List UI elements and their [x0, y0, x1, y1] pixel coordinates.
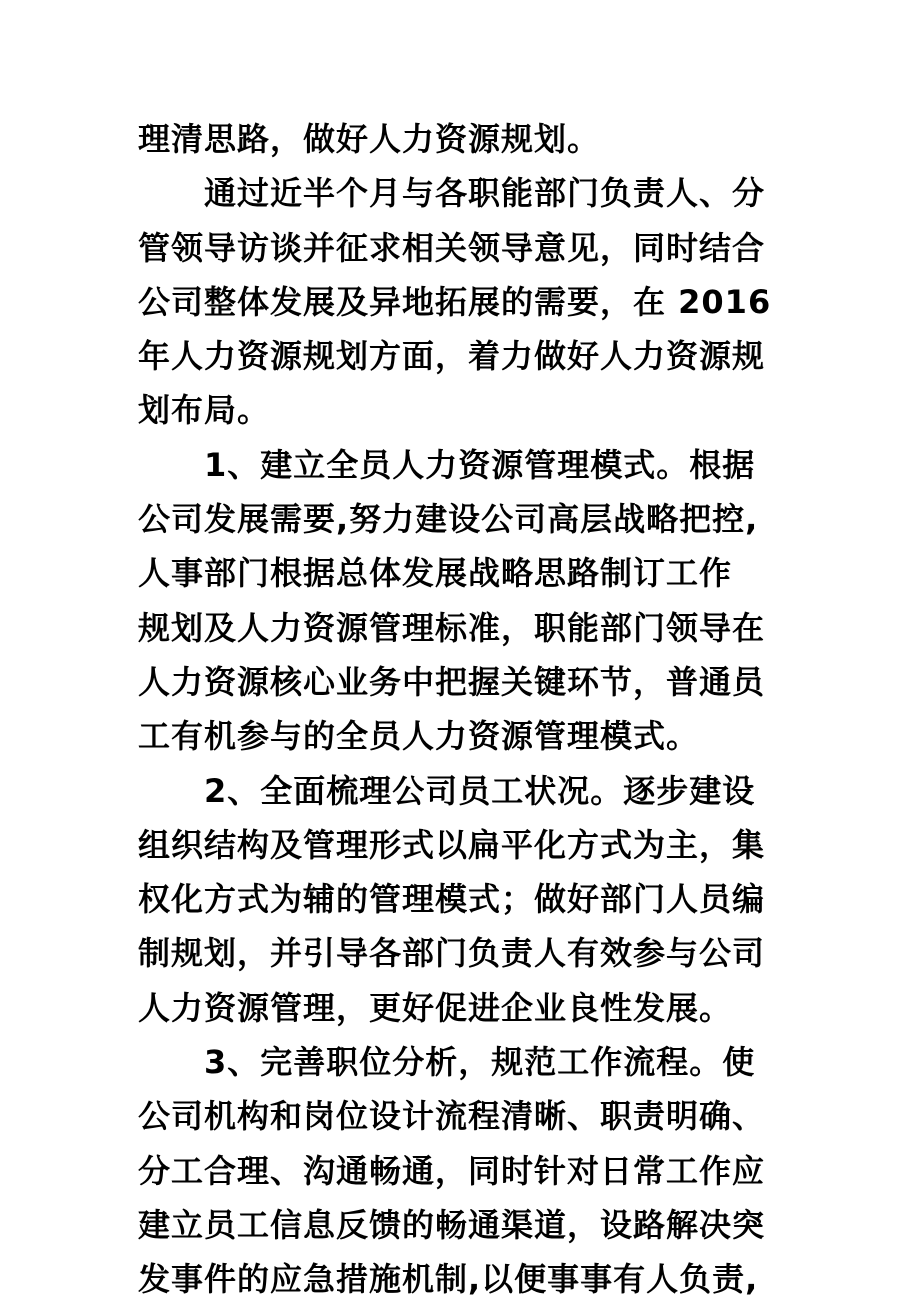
- text-line-18: 3、完善职位分析，规范工作流程。使: [204, 1043, 756, 1082]
- text-line-5: 年人力资源规划方面，着力做好人力资源规: [138, 337, 766, 376]
- text-line-20: 分工合理、沟通畅通，同时针对日常工作应: [138, 1151, 766, 1190]
- text-line-22: 发事件的应急措施机制,以便事事有人负责,: [138, 1260, 759, 1299]
- text-line-10: 规划及人力资源管理标准，职能部门领导在: [138, 608, 766, 647]
- text-line-16: 制规划，并引导各部门负责人有效参与公司: [138, 934, 766, 973]
- text-line-7: 1、建立全员人力资源管理模式。根据: [204, 445, 756, 484]
- text-line-12: 工有机参与的全员人力资源管理模式。: [138, 717, 700, 756]
- text-line-4: 公司整体发展及异地拓展的需要，在 2016: [138, 282, 772, 321]
- text-line-6: 划布局。: [138, 391, 271, 430]
- text-line-14: 组织结构及管理形式以扁平化方式为主，集: [138, 825, 766, 864]
- text-line-15: 权化方式为辅的管理模式；做好部门人员编: [138, 880, 766, 919]
- text-line-19: 公司机构和岗位设计流程清晰、职责明确、: [138, 1097, 766, 1136]
- text-line-13: 2、全面梳理公司员工状况。逐步建设: [204, 771, 756, 810]
- document-body: [138, 112, 788, 1307]
- text-line-8: 公司发展需要,努力建设公司高层战略把控,: [138, 500, 759, 539]
- text-line-9: 人事部门根据总体发展战略思路制订工作: [138, 554, 733, 593]
- text-line-21: 建立员工信息反馈的畅通渠道，设路解决突: [138, 1205, 766, 1244]
- text-line-17: 人力资源管理，更好促进企业良性发展。: [138, 988, 733, 1027]
- text-line-2: 通过近半个月与各职能部门负责人、分: [204, 174, 766, 213]
- text-line-3: 管领导访谈并征求相关领导意见，同时结合: [138, 228, 766, 267]
- text-line-1: 理清思路，做好人力资源规划。: [138, 120, 601, 158]
- text-line-11: 人力资源核心业务中把握关键环节，普通员: [138, 662, 766, 701]
